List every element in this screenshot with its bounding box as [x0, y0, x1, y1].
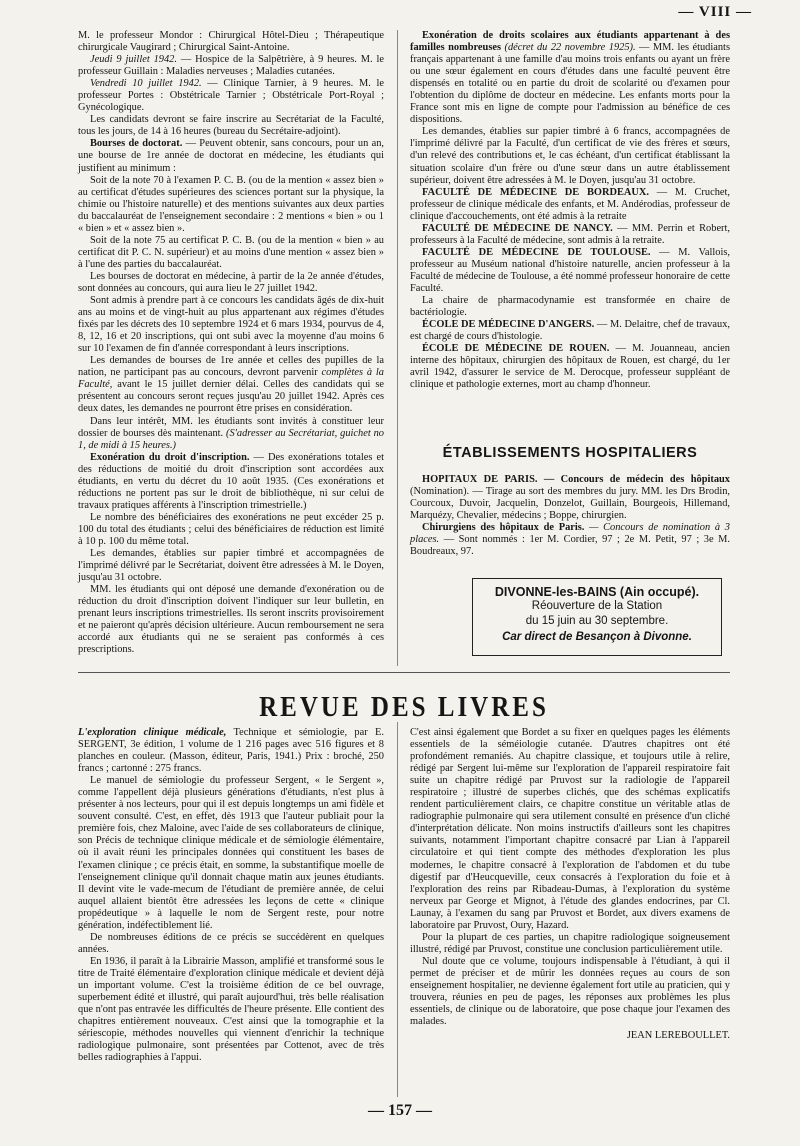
paragraph: Les demandes, établies sur papier timbré à 6 francs, accompagnées de l'imprimé délivré par la Faculté, d'un certificat de vie des frères et sœurs, d'un relevé des contributions et, le cas échéant, d'un certificat établissant la situation scolaire d'un frère ou d'une sœur dans un autre établissement supérieur, doivent être adressées à M. le Doyen, jusqu'au 31 octobre.	[410, 126, 730, 186]
paragraph: Les candidats devront se faire inscrire au Secrétariat de la Faculté, tous les jours, de 14 à 16 heures (bureau du Secrétaire-adjoint).	[78, 114, 384, 138]
paragraph: Soit de la note 70 à l'examen P. C. B. (ou de la mention « assez bien » au certificat d'études supérieures des sciences portant sur la physique, la chimie ou l'histoire naturelle) et des mentions suivantes aux deux parties du baccalauréat de l'enseignement secondaire : 2 mentions « bien » ou 1 « bien » et « assez bien ».	[78, 174, 384, 234]
paragraph: En 1936, il paraît à la Librairie Masson, amplifié et transformé sous le titre de Traité élémentaire d'exploration clinique médicale et devient déjà un important volume. C'est la troisième édition de ce bel ouvrage, superbement édité et illustré, qui paraît aujourd'hui, très belle réalisation que n'ont pas entravée les difficultés de l'heure présente. Elle contient des chapitres entièrement nouveaux. C'est ainsi que la tomographie et la sériescopie, méthodes nouvelles qui viennent d'enrichir la technique radiologique pulmonaire, sont présentées par Cottenot, avec de très belles radiographies à l'appui.	[78, 955, 384, 1064]
paragraph: FACULTÉ DE MÉDECINE DE BORDEAUX. — M. Cruchet, professeur de clinique médicale des enfants, et M. Andérodias, professeur de clinique d'accouchements, ont été admis à la retraite	[410, 186, 730, 222]
paragraph: C'est ainsi également que Bordet a su fixer en quelques pages les éléments essentiels de la séméiologie cutanée. D'autres chapitres ont été profondément remaniés. Au chapitre classique, et toujours utile à relire, rédigé par Sergent lui-même sur l'exploration de l'appareil respiratoire fait suite un chapitre rédigé par Pruvost sur la radiologie de l'appareil respiratoire ; illustré de superbes clichés, que des schémas explicatifs rendent particulièrement clairs, ce chapitre constitue un véritable atlas de radiographie pulmonaire qui sera utilement consulté en présence d'un cliché d'interprétation délicate. Non moins instructifs d'ailleurs sont les chapitres suivants, notamment l'important chapitre consacré par Lian à l'appareil circulatoire et qui tient compte des méthodes d'exploration les plus modernes, le chapitre consacré à l'exploration de l'abdomen et du tube digestif par d'Heucqueville, ceux consacrés à l'exploration du foie et à l'exploration des reins par Ribadeau-Dumas, à l'exploration du système nerveux par George et Mignot, à l'étude des glandes endocrines, par Cl. Launay, à l'examen du sang par Pruvost et Bordet, aux divers examens de laboratoire par Pruvost, Oury, Hazard.	[410, 727, 730, 931]
page-header-roman: — VIII —	[678, 4, 752, 20]
paragraph: L'exploration clinique médicale, Technique et sémiologie, par E. SERGENT, 3e édition, 1 volume de 1 216 pages avec 516 figures et 8 planches en couleur. (Masson, éditeur, Paris, 1941.) Prix : broché, 250 francs ; cartonné : 275 francs.	[78, 727, 384, 775]
paragraph: Le manuel de sémiologie du professeur Sergent, « le Sergent », comme l'appellent déjà plusieurs générations d'étudiants, n'est plus à présenter à nos lecteurs, pour qui il est depuis longtemps un ami fidèle et souvent consulté. C'est, en effet, dès 1913 que l'auteur publiait pour la première fois, chez Maloine, avec l'aide de ses collaborateurs de clinique, son Précis de technique clinique médicale et de sémiologie élémentaire, où il avait réuni les principales données qui constituent les bases de l'examen clinique ; ce précis était, en somme, la substantifique moelle de l'enseignement clinique qu'il donnait chaque matin aux jeunes étudiants. Il devint vite le vade-mecum de l'étudiant de première année, de celui auquel allaient bientôt être adressées les leçons de cette « clinique propédeutique » à laquelle le nom de Sergent reste, pour notre génération, indéfectiblement lié.	[78, 775, 384, 931]
column-bottom-right	[410, 727, 730, 1042]
paragraph: Dans leur intérêt, MM. les étudiants sont invités à constituer leur dossier de bourses dès maintenant. (S'adresser au Secrétariat, guichet no 1, de midi à 15 heures.)	[78, 415, 384, 451]
hospitaliers-section	[410, 474, 730, 558]
section-title-hospitaliers: ÉTABLISSEMENTS HOSPITALIERS	[442, 445, 698, 461]
column-top-left	[78, 30, 384, 656]
paragraph-heading: FACULTÉ DE MÉDECINE DE TOULOUSE.	[422, 246, 651, 258]
paragraph: Bourses de doctorat. — Peuvent obtenir, sans concours, pour un an, une bourse de 1re année de doctorat en médecine, les étudiants qui justifient au minimum :	[78, 138, 384, 174]
paragraph-heading: ÉCOLE DE MÉDECINE DE ROUEN.	[422, 343, 610, 355]
advertisement-box	[472, 578, 722, 656]
paragraph: Chirurgiens des hôpitaux de Paris. — Concours de nomination à 3 places. — Sont nommés : 1er M. Cordier, 97 ; 2e M. Petit, 97 ; 3e M. Boudreaux, 97.	[410, 522, 730, 558]
paragraph: De nombreuses éditions de ce précis se succédèrent en quelques années.	[78, 931, 384, 955]
section-title-revue: REVUE DES LIVRES	[259, 691, 549, 723]
column-divider	[397, 30, 398, 666]
paragraph: M. le professeur Mondor : Chirurgical Hôtel-Dieu ; Thérapeutique chirurgicale Vaugirard ; Chirurgical Saint-Antoine.	[78, 30, 384, 54]
author-signature: JEAN LEREBOULLET.	[626, 1030, 730, 1042]
paragraph: FACULTÉ DE MÉDECINE DE NANCY. — MM. Perrin et Robert, professeurs à la Faculté de médecine, sont admis à la retraite.	[410, 222, 730, 246]
paragraph-heading: Exonération de droits scolaires aux étudiants appartenant à des familles nombreuses	[410, 30, 730, 54]
paragraph: MM. les étudiants qui ont déposé une demande d'exonération ou de réduction du droit d'inscription doivent l'indiquer sur leur bulletin, en prenant leurs inscriptions trimestrielles. Ils seront inscrits provisoirement et ne paieront qu'après décision ultérieure. Aucun remboursement ne sera accordé aux étudiants qui ne se seraient pas conformés à ces prescriptions.	[78, 584, 384, 656]
paragraph: Les demandes, établies sur papier timbré et accompagnées de l'imprimé délivré par le Secrétariat, doivent être adressées à M. le Doyen, jusqu'au 31 octobre.	[78, 548, 384, 584]
page-number: — 157 —	[368, 1102, 432, 1119]
paragraph: ÉCOLE DE MÉDECINE DE ROUEN. — M. Jouanneau, ancien interne des hôpitaux, chirurgien des hôpitaux de Rouen, est chargé, du 1er avril 1942, d'assurer le service de M. Derocque, professeur suppléant de clinique et pathologie externes, mort au champ d'honneur.	[410, 343, 730, 391]
column-bottom-left	[78, 727, 384, 1064]
ad-title: DIVONNE-les-BAINS (Ain occupé).	[494, 585, 700, 599]
paragraph: FACULTÉ DE MÉDECINE DE TOULOUSE. — M. Vallois, professeur au Muséum national d'histoire naturelle, ancien professeur à la Faculté de médecine de Toulouse, a été nommé professeur honoraire de cette Faculté.	[410, 246, 730, 294]
paragraph: Sont admis à prendre part à ce concours les candidats âgés de dix-huit ans au moins et de vingt-huit au plus appartenant aux régimes d'études fixés par les décrets des 10 septembre 1924 et 6 mars 1934, pourvus de 4, 8, 12, 16 et 20 inscriptions, qui ont subi avec la moyenne d'au moins 6 sur 10 l'examen de fin d'année correspondant à leurs inscriptions.	[78, 295, 384, 355]
paragraph: Jeudi 9 juillet 1942. — Hospice de la Salpêtrière, à 9 heures. M. le professeur Guillain : Maladies nerveuses ; Maladies cutanées.	[78, 54, 384, 78]
paragraph: Les bourses de doctorat en médecine, à partir de la 2e année d'études, sont données au concours, qui aura lieu le 27 juillet 1942.	[78, 270, 384, 294]
paragraph: La chaire de pharmacodynamie est transformée en chaire de bactériologie.	[410, 295, 730, 319]
paragraph: Soit de la note 75 au certificat P. C. B. (ou de la mention « bien » au certificat dit P. C. N. supérieur) et au moins d'une mention « assez bien » à l'une des parties du baccalauréat.	[78, 234, 384, 270]
column-top-right	[410, 30, 730, 391]
ad-line: Car direct de Besançon à Divonne.	[502, 631, 692, 643]
paragraph-heading: FACULTÉ DE MÉDECINE DE NANCY.	[422, 222, 613, 234]
paragraph: Vendredi 10 juillet 1942. — Clinique Tarnier, à 9 heures. M. le professeur Portes : Obstétricale Tarnier ; Obstétricale Port-Royal ; Gynécologique.	[78, 78, 384, 114]
paragraph: Nul doute que ce volume, toujours indispensable à l'étudiant, à qui il permet de préciser et de mûrir les données reçues au cours de son enseignement hospitalier, ne devienne également fort utile au praticien, qui y trouvera, réunies en peu de pages, les réponses aux problèmes les plus essentiels, de clinique ou de laboratoire, que pose chaque jour l'examen des malades.	[410, 955, 730, 1028]
ad-line: du 15 juin au 30 septembre.	[525, 615, 669, 627]
paragraph: ÉCOLE DE MÉDECINE D'ANGERS. — M. Delaitre, chef de travaux, est chargé de cours d'histologie.	[410, 319, 730, 343]
paragraph-heading: Bourses de doctorat.	[90, 138, 183, 150]
column-divider	[397, 722, 398, 1097]
paragraph: Les demandes de bourses de 1re année et celles des pupilles de la nation, ne participant pas au concours, devront parvenir complètes à la Faculté, avant le 15 juillet dernier délai. Celles des candidats qui se présentent au concours seront reçues jusqu'au 20 juillet 1942. Après ces deux dates, les demandes ne pourront être prises en considération.	[78, 355, 384, 415]
paragraph: Exonération du droit d'inscription. — Des exonérations totales et des réductions de moitié du droit d'inscription sont accordées aux étudiants, en vertu du décret du 10 août 1935. (Ces exonérations et réductions ne portent pas sur le droit de bibliothèque, ni sur celui de travaux pratiques afférents à l'inscription trimestrielle.)	[78, 451, 384, 511]
paragraph-heading: FACULTÉ DE MÉDECINE DE BORDEAUX.	[422, 186, 650, 198]
paragraph: HOPITAUX DE PARIS. — Concours de médecin des hôpitaux (Nomination). — Tirage au sort des membres du jury. MM. les Drs Brodin, Courcoux, Duvoir, Jacquelin, Donzelot, Guillain, Bourgeois, Hillemand, Marquézy, Chevalier, médecins ; Boppe, chirurgien.	[410, 474, 730, 522]
paragraph: Pour la plupart de ces parties, un chapitre radiologique soigneusement illustré, rédigé par Pruvost, constitue une conclusion particulièrement utile.	[410, 931, 730, 955]
book-title: L'exploration clinique médicale,	[78, 727, 227, 738]
paragraph: Le nombre des bénéficiaires des exonérations ne peut excéder 25 p. 100 du total des étudiants ; celui des bénéficiaires de réduction est limité à 10 p. 100 du même total.	[78, 511, 384, 547]
paragraph: Exonération de droits scolaires aux étudiants appartenant à des familles nombreuses (décret du 22 novembre 1925). — MM. les étudiants français appartenant à une famille d'au moins trois enfants ou ayant un frère ou une sœur également en cours d'études dans une faculté peuvent être dispensés en totalité ou en partie du droit de scolarité ou d'examen pour l'obtention du diplôme de docteur en médecine. Les enfants morts pour la France sont mis en ligne de compte pour l'admission au bénéfice de ces dispositions.	[410, 30, 730, 126]
paragraph-heading: HOPITAUX DE PARIS. — Concours de médecin des hôpitaux	[422, 474, 730, 485]
paragraph-heading: Exonération du droit d'inscription.	[90, 451, 250, 463]
paragraph-heading: ÉCOLE DE MÉDECINE D'ANGERS.	[422, 319, 595, 331]
section-divider	[78, 672, 730, 673]
ad-line: Réouverture de la Station	[531, 600, 663, 612]
paragraph-heading: Chirurgiens des hôpitaux de Paris.	[422, 522, 585, 534]
